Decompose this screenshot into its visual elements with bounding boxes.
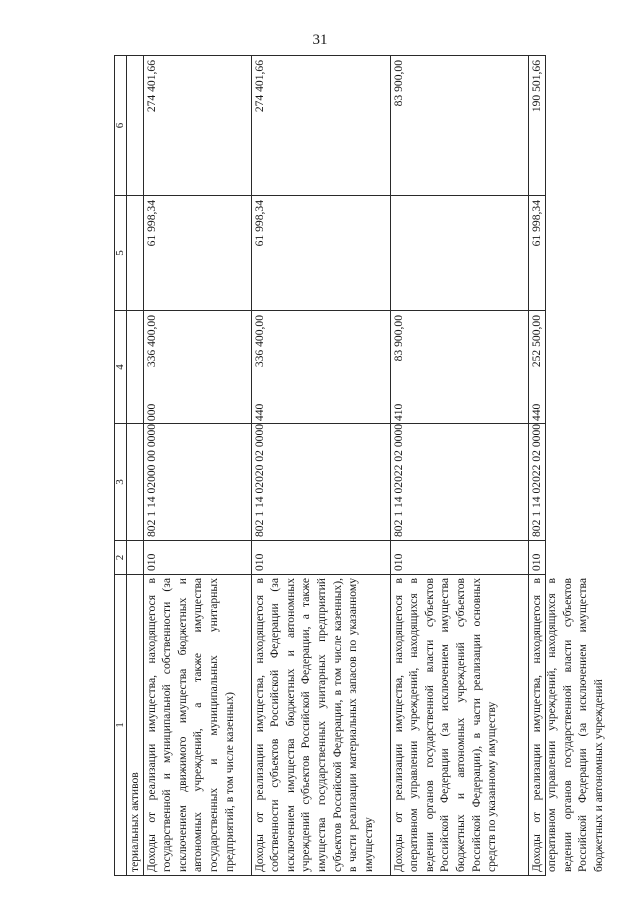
budget-code: 802 1 14 02000 00 0000 000 [143, 424, 251, 541]
table-row [390, 56, 528, 876]
empty-cell [127, 56, 144, 196]
revenue-table [114, 55, 605, 876]
admin-code: 010 [143, 541, 251, 575]
rotated-table-wrapper [114, 56, 605, 876]
value-col4: 336 400,00 [251, 311, 390, 424]
column-header: 6 [115, 56, 127, 196]
value-col5: 61 998,34 [251, 196, 390, 311]
table-row [251, 56, 390, 876]
row-name: Доходы от реализации имущества, находящегося в оперативном управлении учреждений, находящихся в ведении органов государственной власти субъектов Российской Федерации (за исключением имущества бюджетных и автономных учреждений субъектов Российской Федерации), в части реализации основных средств по указанному имуществу [390, 575, 528, 876]
empty-cell [127, 424, 144, 541]
value-col6: 190 501,66 [528, 56, 545, 196]
table-row [143, 56, 251, 876]
value-col6: 274 401,66 [251, 56, 390, 196]
value-col6: 274 401,66 [143, 56, 251, 196]
table-row [528, 56, 545, 876]
column-header: 3 [115, 424, 127, 541]
row-name [528, 575, 605, 876]
value-col4: 252 500,00 [528, 311, 545, 424]
budget-code: 802 1 14 02022 02 0000 410 [390, 424, 528, 541]
value-col4: 83 900,00 [390, 311, 528, 424]
column-header: 5 [115, 196, 127, 311]
value-col5: 61 998,34 [143, 196, 251, 311]
value-col6: 83 900,00 [390, 56, 528, 196]
admin-code: 010 [528, 541, 545, 575]
column-header: 4 [115, 311, 127, 424]
value-col5: 61 998,34 [528, 196, 545, 311]
row-name-text: Доходы от реализации имущества, находящегося в оперативном управлении учреждений, находящихся в ведении органов государственной власти субъектов Российской Федерации (за исключением имущества бюджетных и автономных учреждений [529, 578, 605, 872]
value-col4: 336 400,00 [143, 311, 251, 424]
budget-code: 802 1 14 02022 02 0000 440 [528, 424, 545, 541]
budget-code: 802 1 14 02020 02 0000 440 [251, 424, 390, 541]
column-header: 2 [115, 541, 127, 575]
column-header: 1 [115, 575, 127, 876]
row-name: Доходы от реализации имущества, находящегося в собственности субъектов Российской Федерации (за исключением имущества бюджетных и автономных учреждений субъектов Российской Федерации, а также имущества государственных унитарных предприятий субъектов Российской Федерации, в том числе казенных), в части реализации материальных запасов по указанному имуществу [251, 575, 390, 876]
empty-cell [127, 541, 144, 575]
value-col5 [390, 196, 528, 311]
empty-cell [127, 196, 144, 311]
empty-cell [127, 311, 144, 424]
table-header-row [115, 56, 127, 876]
admin-code: 010 [390, 541, 528, 575]
page-number: 31 [312, 32, 328, 48]
row-name: Доходы от реализации имущества, находящегося в государственной и муниципальной собственности (за исключением движимого имущества бюджетных и автономных учреждений, а также имущества государственных и муниципальных унитарных предприятий, в том числе казенных) [143, 575, 251, 876]
table-row-continuation [127, 56, 144, 876]
row-name: териальных активов [127, 575, 144, 876]
admin-code: 010 [251, 541, 390, 575]
